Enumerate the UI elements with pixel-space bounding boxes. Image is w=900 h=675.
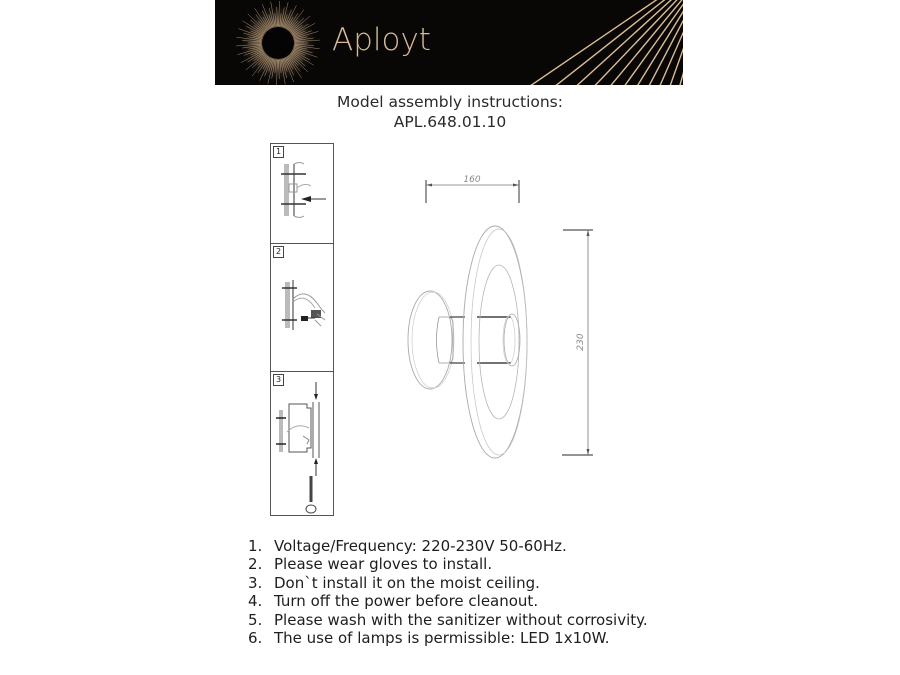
safety-notes-list [248,537,648,647]
wiring-connection-icon [271,244,333,372]
step-number: 3 [273,374,284,386]
assembly-step-1 [271,144,333,244]
assembly-steps-panel [270,143,334,516]
note-item: 1. Voltage/Frequency: 220-230V 50-60Hz. [248,537,567,555]
height-dimension-label: 230 [576,333,586,351]
width-dimension-label: 160 [463,175,481,185]
document-title: Model assembly instructions: [337,93,563,111]
step-number: 2 [273,246,284,258]
note-item: 4. Turn off the power before cleanout. [248,592,539,611]
sunburst-decoration-icon [215,0,683,85]
brand-logo-text: Aployt [332,22,431,58]
step-number: 1 [273,146,284,158]
lamp-dimension-drawing [395,165,615,489]
model-number: APL.648.01.10 [393,113,507,131]
brand-banner [215,0,683,85]
note-item: 3. Don`t install it on the moist ceiling. [248,573,540,592]
note-item: 6. The use of lamps is permissible: LED 1x10W. [248,629,610,648]
note-item: 5. Please wash with the sanitizer without corrosivity. [248,610,648,629]
note-item: 2. Please wear gloves to install. [248,555,493,574]
lamp-sideview-icon [395,165,615,485]
assembly-step-2 [271,244,333,372]
assembly-step-3 [271,372,333,517]
wall-bracket-mount-icon [271,144,333,244]
lamp-body-attach-icon [271,372,333,517]
